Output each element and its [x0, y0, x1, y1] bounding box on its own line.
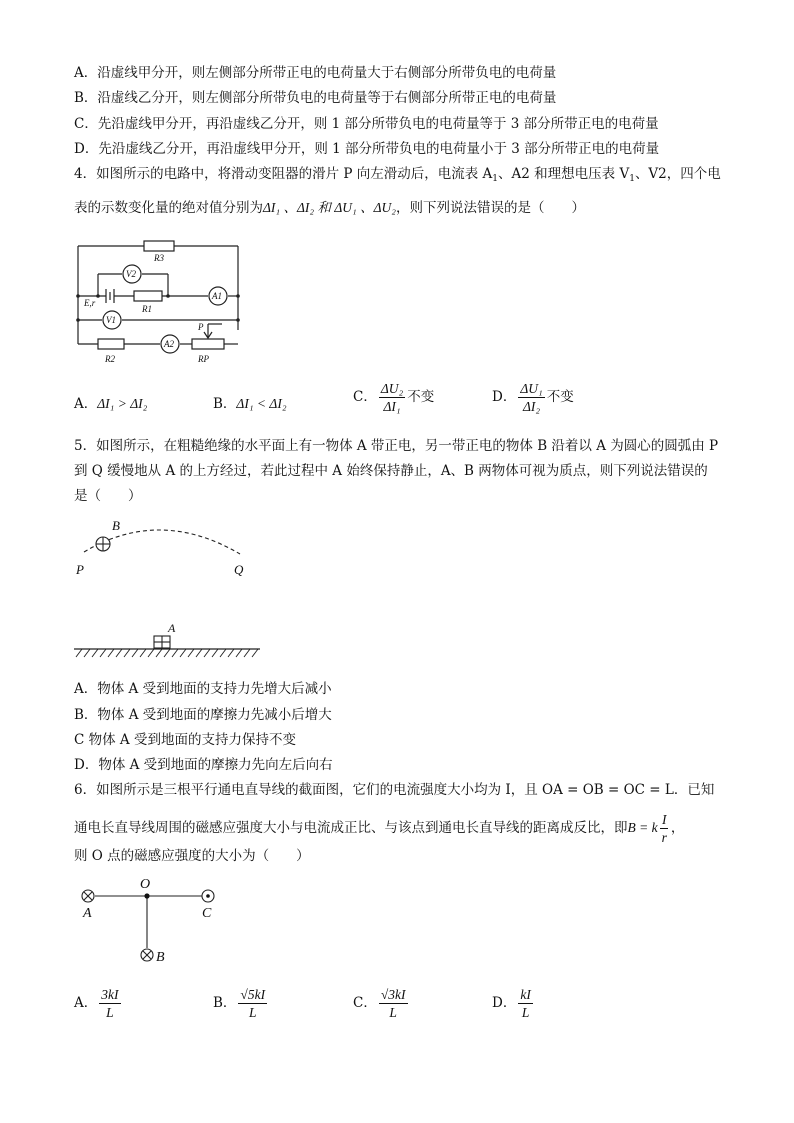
q4-option-a: A．ΔI₁ > ΔI₂	[74, 396, 148, 412]
q4-r1-resistor	[134, 291, 162, 301]
q5-arc-diagram	[70, 512, 270, 662]
q6-stem-line2: 通电长直导线周围的磁感应强度大小与电流成正比、与该点到通电长直导线的距离成反比，即B = k $\frac{I}{r}$ ，	[74, 812, 685, 845]
q4-label-p: P	[198, 322, 204, 332]
q5-stem-line2: 到 Q 缓慢地从 A 的上方经过，若此过程中 A 始终保持静止，A、B 两物体可视为质点，则下列说法错误的	[74, 463, 708, 479]
q4-circuit-diagram	[72, 232, 244, 367]
q3-option-c: C．先沿虚线甲分开，再沿虚线乙分开，则 1 部分所带负电的电荷量等于 3 部分所带正电的电荷量	[74, 116, 659, 132]
q4-label-er: E,r	[84, 298, 96, 308]
q4-stem-line1: 4．如图所示的电路中，将滑动变阻器的滑片 P 向左滑动后，电流表 $A_1$、A2 和理想电压表 $V_1$、V2，四个电	[74, 166, 721, 184]
q3-option-b: B．沿虚线乙分开，则左侧部分所带负电的电荷量等于右侧部分所带正电的电荷量	[74, 90, 557, 106]
q6-wire-diagram	[72, 872, 252, 972]
q5-option-a: A．物体 A 受到地面的支持力先增大后减小	[74, 681, 332, 697]
q5-option-b: B．物体 A 受到地面的摩擦力先减小后增大	[74, 707, 332, 723]
q4-r3-resistor	[144, 241, 174, 251]
q5-option-c: C 物体 A 受到地面的支持力保持不变	[74, 732, 296, 748]
q4-rp-rheostat	[192, 339, 224, 349]
q6-stem-line1: 6．如图所示是三根平行通电直导线的截面图，它们的电流强度大小均为 I，且 OA = OB = OC = L．已知	[74, 782, 715, 798]
q4-label-rp: RP	[198, 354, 209, 364]
q6-label-a: A	[83, 906, 92, 921]
q6-label-o: O	[140, 877, 151, 892]
q5-label-a: A	[168, 621, 176, 635]
q4-label-r3: R3	[154, 253, 164, 263]
q5-stem-line3: 是（ ）	[74, 488, 142, 504]
q6-option-c: C． $\frac{√3kI}{L}$	[353, 987, 406, 1020]
q6-point-o	[144, 893, 149, 898]
q4-option-b: B．ΔI₁ < ΔI₂	[213, 396, 287, 412]
q3-option-d: D．先沿虚线乙分开，再沿虚线甲分开，则 1 部分所带负电的电荷量小于 3 部分所带正电的电荷量	[74, 141, 660, 157]
q5-stem-line1: 5．如图所示，在粗糙绝缘的水平面上有一物体 A 带正电，另一带正电的物体 B 沿着以 A 为圆心的圆弧由 P	[74, 438, 719, 454]
q5-label-q: Q	[234, 562, 244, 577]
q5-option-d: D．物体 A 受到地面的摩擦力先向左后向右	[74, 757, 333, 773]
q5-label-p: P	[76, 562, 84, 577]
q4-r2-resistor	[98, 339, 124, 349]
q6-option-b: B． $\frac{√5kI}{L}$	[213, 987, 266, 1020]
q4-label-r2: R2	[105, 354, 115, 364]
q6-stem-line3: 则 O 点的磁感应强度的大小为（ ）	[74, 848, 310, 864]
q4-label-r1: R1	[142, 304, 152, 314]
q6-label-b: B	[156, 950, 165, 965]
q4-label-v1: V1	[106, 315, 116, 325]
q4-label-v2: V2	[126, 269, 136, 279]
q4-label-a1: A1	[212, 291, 222, 301]
q4-stem-line2: 表的示数变化量的绝对值分别为ΔI₁ 、ΔI₂ 和 ΔU₁ 、ΔU₂，则下列说法错误的是（ ）	[74, 200, 585, 216]
q3-option-a: A．沿虚线甲分开，则左侧部分所带正电的电荷量大于右侧部分所带负电的电荷量	[74, 65, 557, 81]
q5-label-b: B	[112, 518, 120, 533]
q4-option-c: C． $\frac{\text{ΔU₂}}{\text{ΔI₁}}$ 不变	[353, 381, 435, 414]
q6-option-a: A． $\frac{3kI}{L}$	[74, 987, 119, 1020]
q6-label-c: C	[202, 906, 212, 921]
q6-option-d: D． $\frac{kI}{L}$	[492, 987, 531, 1020]
q4-option-d: D． $\frac{\text{ΔU₁}}{\text{ΔI₂}}$ 不变	[492, 381, 574, 414]
q4-label-a2: A2	[164, 339, 174, 349]
